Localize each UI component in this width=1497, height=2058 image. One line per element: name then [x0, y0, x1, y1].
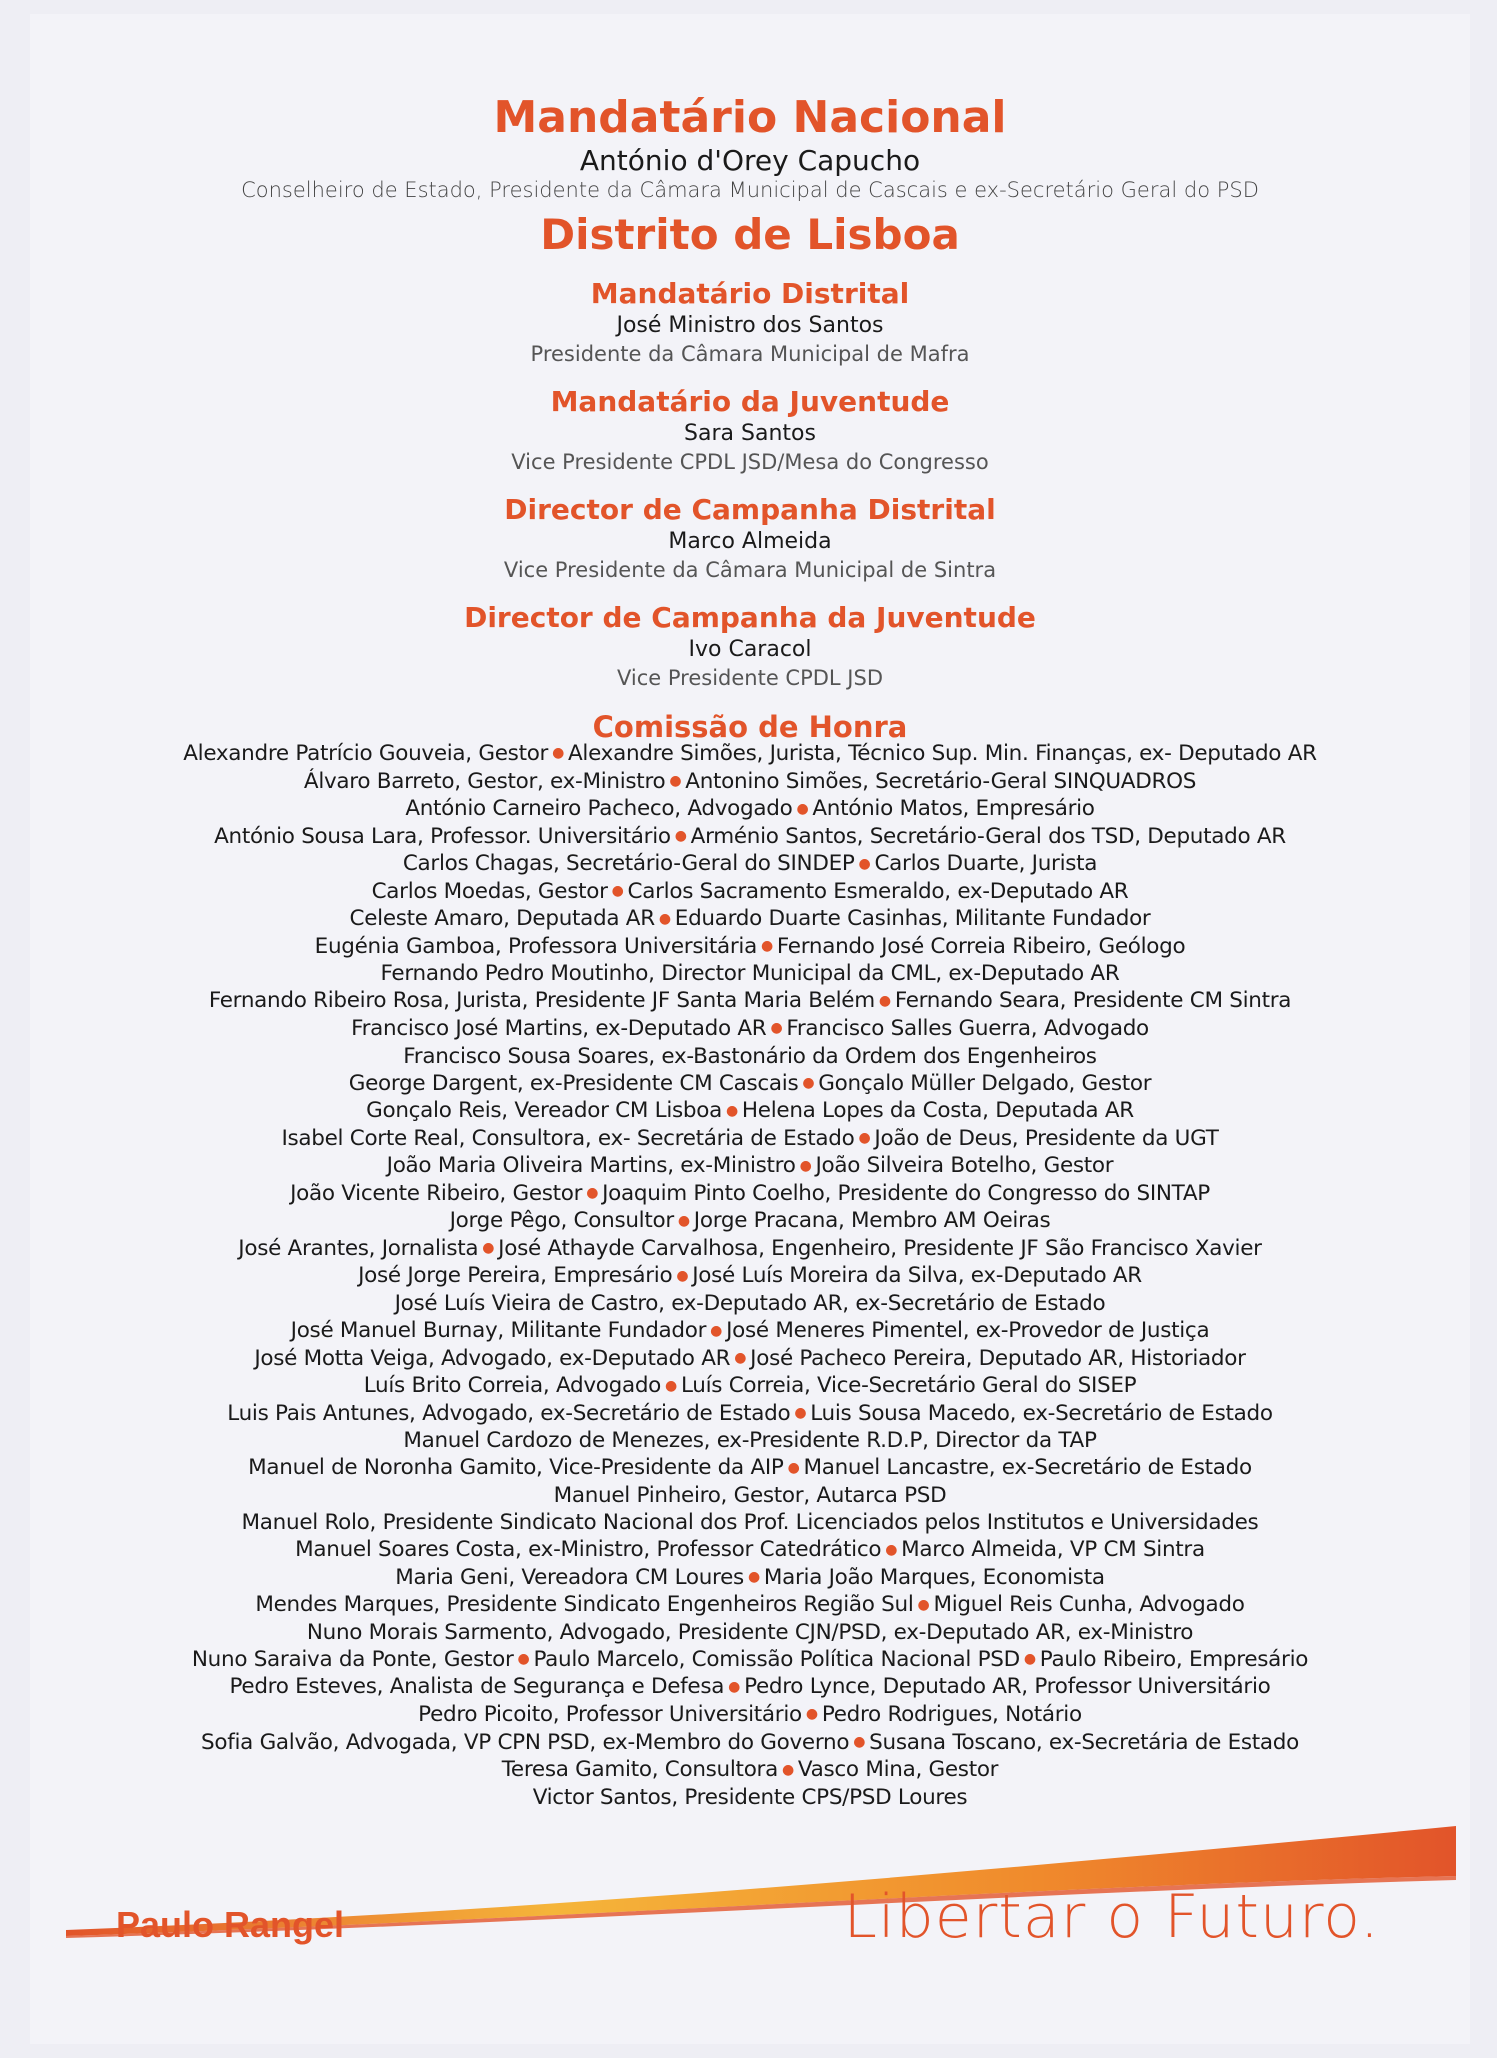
honra-entry: Vasco Mina, Gestor [797, 1757, 999, 1783]
bullet-separator: ● [770, 1020, 783, 1037]
mandatario-nacional-title: Mandatário Nacional [493, 92, 1007, 143]
bullet-separator: ● [917, 1596, 930, 1613]
honra-entry: Carlos Chagas, Secretário-Geral do SINDEP [402, 851, 855, 877]
orange-swoosh [30, 14, 1470, 1974]
honra-entry: Paulo Ribeiro, Empresário [1039, 1646, 1309, 1672]
honra-entry: Carlos Sacramento Esmeraldo, ex-Deputado AR [627, 878, 1129, 904]
honra-entry: Fernando Pedro Moutinho, Director Municipal da CML, ex-Deputado AR [380, 961, 1120, 987]
bullet-separator: ● [799, 1157, 812, 1174]
bullet-separator: ● [853, 1733, 866, 1750]
bullet-separator: ● [658, 910, 671, 927]
honra-entry: Paulo Marcelo, Comissão Política Nacional PSD [533, 1646, 1020, 1672]
role-description: Vice Presidente CPDL JSD [617, 666, 883, 690]
comissao-honra-title: Comissão de Honra [592, 710, 908, 744]
honra-entry: Francisco Sousa Soares, ex-Bastonário da Ordem dos Engenheiros [403, 1043, 1097, 1069]
bullet-separator: ● [669, 773, 682, 789]
honra-entry: Francisco José Martins, ex-Deputado AR [351, 1016, 767, 1042]
role-name: Ivo Caracol [688, 637, 812, 662]
candidate-name: Paulo Rangel [116, 1904, 345, 1945]
honra-entry: Carlos Duarte, Jurista [874, 851, 1098, 877]
honra-entry: Nuno Saraiva da Ponte, Gestor [191, 1646, 514, 1672]
role-title: Director de Campanha Distrital [504, 493, 996, 526]
slogan: Libertar o Futuro. [843, 1882, 1380, 1952]
honra-entry: Pedro Esteves, Analista de Segurança e Defesa [229, 1674, 725, 1700]
role-title: Mandatário da Juventude [550, 385, 950, 418]
mandatario-nacional-name: António d'Orey Capucho [579, 144, 921, 177]
honra-entry: George Dargent, ex-Presidente CM Cascais [348, 1070, 799, 1096]
honra-entry: Gonçalo Müller Delgado, Gestor [818, 1070, 1152, 1096]
role-name: Sara Santos [684, 421, 816, 446]
honra-entry: José Luís Moreira da Silva, ex-Deputado AR [692, 1263, 1142, 1289]
bullet-separator: ● [878, 992, 891, 1009]
honra-entry: Pedro Picoito, Professor Universitário [418, 1701, 802, 1727]
honra-entry: José Pacheco Pereira, Deputado AR, Historiador [750, 1345, 1246, 1371]
honra-entry: Luis Pais Antunes, Advogado, ex-Secretário de Estado [227, 1400, 791, 1426]
role-name: Marco Almeida [668, 529, 832, 554]
honra-entry: Helena Lopes da Costa, Deputada AR [741, 1098, 1134, 1124]
honra-entry: Celeste Amaro, Deputada AR [349, 906, 655, 932]
bullet-separator: ● [781, 1761, 794, 1778]
honra-entry: Jorge Pêgo, Consultor [449, 1208, 674, 1234]
honra-entry: Maria João Marques, Economista [763, 1564, 1105, 1590]
bullet-separator: ● [726, 1102, 738, 1119]
honra-entry: António Sousa Lara, Professor. Universitário [214, 823, 671, 849]
honra-entry: José Meneres Pimentel, ex-Provedor de Justiça [726, 1318, 1210, 1344]
honra-entry: António Matos, Empresário [812, 796, 1095, 822]
honra-entry: Alexandre Simões, Jurista, Técnico Sup. Min. Finanças, ex- Deputado AR [568, 741, 1317, 766]
bullet-separator: ● [586, 1185, 599, 1202]
honra-entry: Luís Brito Correia, Advogado [363, 1373, 662, 1399]
bullet-separator: ● [710, 1322, 723, 1339]
bullet-separator: ● [728, 1678, 741, 1695]
honra-entry: João de Deus, Presidente da UGT [874, 1125, 1219, 1151]
honra-entry: Fernando Seara, Presidente CM Sintra [894, 988, 1292, 1014]
bullet-separator: ● [677, 1212, 690, 1229]
honra-entry: Sofia Galvão, Advogada, VP CPN PSD, ex-Membro do Governo [201, 1729, 850, 1755]
bullet-separator: ● [858, 855, 871, 872]
bullet-separator: ● [611, 883, 624, 900]
role-title: Mandatário Distrital [590, 277, 910, 310]
bullet-separator: ● [734, 1350, 747, 1367]
role-name: José Ministro dos Santos [616, 313, 884, 338]
honra-entry: José Motta Veiga, Advogado, ex-Deputado AR [254, 1345, 731, 1371]
bullet-separator: ● [517, 1651, 530, 1668]
honra-entry: José Luís Vieira de Castro, ex-Deputado AR, ex-Secretário de Estado [394, 1291, 1106, 1317]
bullet-separator: ● [482, 1240, 495, 1257]
honra-entry: Manuel de Noronha Gamito, Vice-Presidente da AIP [248, 1455, 784, 1481]
honra-entry: Isabel Corte Real, Consultora, ex- Secretária de Estado [281, 1125, 855, 1151]
honra-entry: Álvaro Barreto, Gestor, ex-Ministro [303, 768, 666, 794]
honra-entry: Fernando José Correia Ribeiro, Geólogo [776, 933, 1186, 959]
role-description: Presidente da Câmara Municipal de Mafra [530, 342, 970, 366]
bullet-separator: ● [747, 1569, 760, 1586]
bullet-separator: ● [552, 745, 565, 762]
bullet-separator: ● [794, 1405, 807, 1422]
honra-entry: Antonino Simões, Secretário-Geral SINQUADROS [685, 768, 1197, 794]
bullet-separator: ● [805, 1706, 818, 1723]
honra-entry: Manuel Lancastre, ex-Secretário de Estado [803, 1455, 1252, 1481]
honra-entry: Francisco Salles Guerra, Advogado [786, 1016, 1149, 1042]
bullet-separator: ● [676, 1267, 689, 1284]
bullet-separator: ● [858, 1130, 871, 1147]
honra-entry: José Manuel Burnay, Militante Fundador [290, 1318, 707, 1344]
honra-entry: Marco Almeida, VP CM Sintra [901, 1537, 1205, 1563]
honra-entry: José Arantes, Jornalista [238, 1235, 479, 1261]
honra-entry: Nuno Morais Sarmento, Advogado, Presidente CJN/PSD, ex-Deputado AR, ex-Ministro [306, 1619, 1194, 1645]
honra-entry: João Silveira Botelho, Gestor [815, 1153, 1114, 1179]
honra-entry: Eduardo Duarte Casinhas, Militante Fundador [674, 906, 1151, 932]
honra-entry: Luís Correia, Vice-Secretário Geral do SISEP [680, 1373, 1137, 1399]
bullet-separator: ● [787, 1459, 800, 1476]
honra-entry: António Carneiro Pacheco, Advogado [405, 796, 793, 822]
honra-entry: Jorge Pracana, Membro AM Oeiras [693, 1208, 1051, 1234]
honra-entry: Maria Geni, Vereadora CM Loures [395, 1564, 744, 1590]
bullet-separator: ● [760, 938, 773, 955]
role-description: Vice Presidente da Câmara Municipal de Sintra [503, 558, 997, 582]
honra-entry: Fernando Ribeiro Rosa, Jurista, Presidente JF Santa Maria Belém [208, 988, 875, 1014]
honra-entry: Manuel Rolo, Presidente Sindicato Nacional dos Prof. Licenciados pelos Institutos e Universidades [241, 1510, 1259, 1536]
role-title: Director de Campanha da Juventude [464, 601, 1036, 634]
bullet-separator: ● [802, 1075, 815, 1092]
honra-entry: Eugénia Gamboa, Professora Universitária [314, 933, 757, 959]
honra-entry: Carlos Moedas, Gestor [371, 878, 608, 904]
honra-entry: Gonçalo Reis, Vereador CM Lisboa [366, 1098, 722, 1124]
honra-entry: Mendes Marques, Presidente Sindicato Engenheiros Região Sul [255, 1592, 914, 1618]
honra-entry: Teresa Gamito, Consultora [501, 1757, 778, 1783]
document-page [30, 14, 1470, 2044]
honra-entry: João Maria Oliveira Martins, ex-Ministro [386, 1153, 796, 1179]
honra-entry: Susana Toscano, ex-Secretária de Estado [869, 1729, 1299, 1755]
bullet-separator: ● [796, 800, 809, 817]
bullet-separator: ● [674, 828, 687, 845]
honra-entry: Manuel Pinheiro, Gestor, Autarca PSD [553, 1482, 947, 1508]
honra-entry: Pedro Lynce, Deputado AR, Professor Universitário [744, 1674, 1271, 1700]
honra-entry: Manuel Soares Costa, ex-Ministro, Professor Catedrático [295, 1537, 882, 1563]
honra-entry: Victor Santos, Presidente CPS/PSD Loures [532, 1784, 968, 1810]
honra-entry: Arménio Santos, Secretário-Geral dos TSD, Deputado AR [690, 823, 1286, 849]
honra-entry: Manuel Cardozo de Menezes, ex-Presidente R.D.P, Director da TAP [403, 1428, 1097, 1454]
honra-entry: Joaquim Pinto Coelho, Presidente do Congresso do SINTAP [602, 1180, 1210, 1206]
honra-entry: Miguel Reis Cunha, Advogado [933, 1592, 1245, 1618]
honra-entry: José Athayde Carvalhosa, Engenheiro, Presidente JF São Francisco Xavier [498, 1235, 1262, 1261]
district-title: Distrito de Lisboa [540, 210, 960, 259]
bullet-separator: ● [1023, 1651, 1036, 1668]
honra-entry: Luis Sousa Macedo, ex-Secretário de Estado [810, 1400, 1273, 1426]
honra-entry: José Jorge Pereira, Empresário [358, 1263, 673, 1289]
honra-entry: Pedro Rodrigues, Notário [821, 1701, 1082, 1727]
role-description: Vice Presidente CPDL JSD/Mesa do Congresso [511, 450, 989, 474]
mandatario-nacional-description: Conselheiro de Estado, Presidente da Câmara Municipal de Cascais e ex-Secretário Geral do PSD [241, 178, 1259, 202]
bullet-separator: ● [665, 1377, 677, 1394]
honra-entry: João Vicente Ribeiro, Gestor [290, 1180, 583, 1206]
honra-entry: Alexandre Patrício Gouveia, Gestor [183, 741, 549, 766]
bullet-separator: ● [885, 1541, 898, 1558]
